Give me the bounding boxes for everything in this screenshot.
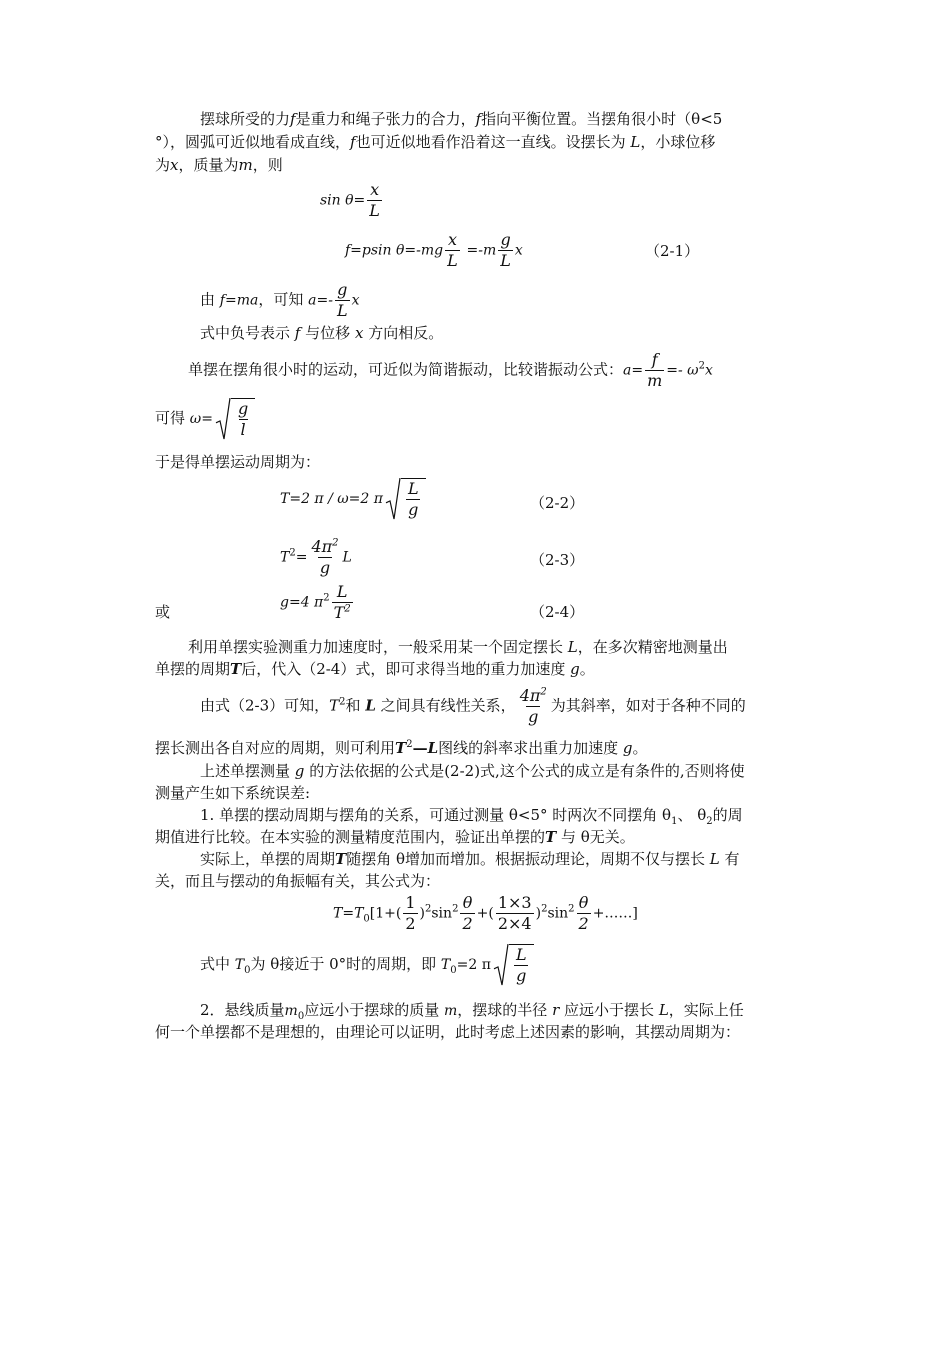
var-x: x [170, 156, 179, 174]
var-L: L [709, 850, 720, 868]
denominator: L [336, 301, 348, 320]
var-g: g [622, 739, 633, 757]
superscript: 2 [339, 696, 346, 708]
numerator: θ [462, 893, 473, 912]
text: 随摆角 θ增加而增加。根据振动理论，周期不仅与摆长 [346, 850, 705, 868]
fraction [514, 945, 529, 986]
para4-line1 [200, 760, 745, 782]
text: 应远小于摆球的质量 [304, 1001, 440, 1019]
var-m: m [444, 1003, 458, 1019]
fraction [309, 537, 340, 578]
shm-comparison [188, 350, 713, 391]
text: 的周 [712, 806, 743, 824]
text: 方向相反。 [368, 324, 444, 342]
para6-line1 [200, 848, 740, 870]
text: 摆球所受的力 [200, 110, 291, 128]
eq-lhs: T=2 π / ω=2 π [280, 491, 383, 507]
para4-line2: 测量产生如下系统误差: [155, 784, 311, 802]
var-x: x [354, 324, 364, 342]
eq-lhs: ω= [189, 411, 213, 427]
equation-number-2-4: （2-4） [530, 603, 585, 621]
fraction [577, 893, 591, 934]
text: 和 [345, 696, 361, 715]
text: 利用单摆实验测重力加速度时，一般采用某一个固定摆长 [188, 638, 564, 656]
text: 与位移 [305, 324, 351, 342]
denominator: 2 [578, 914, 589, 933]
denominator: l [240, 420, 246, 439]
text: ，在多次精密地测量出 [577, 638, 728, 656]
numerator: g [500, 230, 511, 249]
denominator: g [528, 707, 539, 726]
equation-sin-theta [320, 180, 384, 221]
subscript: 0 [363, 913, 370, 925]
eq-lhs: g=4 π [280, 594, 324, 611]
eq-lhs: T [440, 957, 451, 973]
eq-fma: f=ma [219, 292, 259, 309]
equation-acceleration [200, 280, 359, 321]
subscript: 0 [450, 965, 457, 976]
numerator: f [651, 350, 658, 369]
t0-definition [200, 944, 534, 986]
text: 式中 [200, 955, 231, 973]
text: 为其斜率，如对于各种不同的 [550, 696, 746, 715]
subscript: 2 [706, 816, 713, 827]
eq-rhs: =- ω [666, 362, 699, 379]
eq-open: [1+( [369, 905, 402, 922]
text: ，质量为 [178, 156, 239, 174]
superscript: 2 [452, 903, 459, 915]
superscript: 2 [541, 903, 548, 915]
para3-line2 [155, 737, 648, 759]
superscript: 2 [540, 686, 547, 698]
eq-lhs: a= [623, 362, 644, 379]
text: 由 [200, 290, 216, 309]
var-L: L [365, 696, 376, 715]
text: 后，代入（2-4）式，即可求得当地的重力加速度 [241, 660, 566, 678]
eq-close: ) [535, 905, 542, 922]
var-f: f [294, 324, 301, 342]
square-root [493, 944, 534, 986]
text: 实际上，单摆的周期 [200, 850, 336, 868]
text: 的方法依据的公式是(2-2)式,这个公式的成立是有条件的,否则将使 [309, 762, 745, 780]
equation-2-1 [345, 230, 523, 271]
para1-line2 [155, 131, 715, 153]
text: 1. 单摆的摆动周期与摆角的关系，可通过测量 θ<5° 时两次不同摆角 θ [200, 806, 672, 824]
para1-line3 [155, 154, 283, 176]
text: 是重力和绳子张力的合力， [295, 110, 476, 128]
para5-line2 [155, 826, 635, 848]
var-f: f [475, 110, 482, 128]
numerator: 4π [311, 537, 333, 556]
text: 为 [155, 156, 171, 174]
numerator: 1 [405, 893, 416, 912]
text: 为 θ接近于 0°时的周期，即 [250, 955, 437, 973]
var-T: T [329, 696, 340, 715]
equation-number-2-3: （2-3） [530, 551, 585, 569]
text: 。 [579, 660, 595, 678]
var-r: r [552, 1001, 560, 1019]
text: 式中负号表示 [200, 324, 291, 342]
eq-close: ) [419, 905, 425, 922]
square-root [215, 398, 255, 440]
eq-rhs: =2 π [456, 957, 491, 973]
fraction [498, 230, 513, 271]
text: 应远小于摆长 [564, 1001, 655, 1019]
eq-tail: L [342, 549, 352, 566]
para6-line2: 关，而且与摆动的角振幅有关，其公式为： [155, 872, 441, 890]
para7-line1 [200, 999, 744, 1022]
denominator: 2 [462, 914, 473, 933]
numerator: g [237, 399, 249, 418]
var-L: L [630, 133, 641, 151]
eq-tail: x [514, 242, 523, 259]
numerator: x [370, 180, 380, 199]
fraction [406, 479, 421, 520]
eq-lhs: sin θ= [320, 192, 366, 209]
para3-line1 [200, 686, 746, 727]
subscript: 0 [244, 965, 251, 976]
or-label: 或 [155, 603, 171, 621]
text: 之间具有线性关系， [380, 696, 516, 715]
superscript: 2 [332, 537, 339, 549]
var-f: f [350, 133, 356, 151]
var-T: T [335, 850, 347, 868]
denominator: L [369, 201, 380, 220]
eq-lhs: T [280, 549, 290, 566]
denominator: 2×4 [497, 914, 532, 933]
eq-mid: =-m [466, 242, 497, 259]
denominator: 2 [405, 914, 416, 933]
text: ，实际上任 [668, 1001, 744, 1019]
var-g: g [294, 762, 305, 780]
var-T: T [230, 660, 242, 678]
fraction [367, 180, 382, 221]
text: 与 θ无关。 [560, 828, 635, 846]
denominator: g [408, 500, 419, 519]
para2-line2 [155, 658, 595, 680]
fraction [335, 280, 350, 321]
superscript: 2 [323, 592, 330, 604]
numerator: L [407, 479, 419, 498]
text: ，小球位移 [640, 133, 716, 151]
var-T0: T [234, 957, 245, 973]
fraction [460, 893, 474, 934]
var-T: T [395, 739, 407, 757]
equation-2-3 [280, 537, 352, 578]
eq-tail: x [704, 362, 713, 379]
eq-sin: sin [547, 905, 569, 922]
equals: = [295, 549, 308, 566]
superscript: 2 [425, 903, 432, 915]
numerator: 4π [519, 686, 541, 705]
text: 有 [724, 850, 740, 868]
text: 指向平衡位置。当摆角很小时（θ<5 [481, 110, 723, 128]
eq-plus: +( [476, 905, 494, 922]
text: 图线的斜率求出重力加速度 [438, 739, 619, 757]
text: ，摆球的半径 [457, 1001, 548, 1019]
var-m: m [238, 156, 253, 174]
denominator: T [333, 603, 345, 622]
fraction [496, 893, 534, 934]
equation-series [333, 893, 638, 934]
text: 单摆的周期 [155, 660, 231, 678]
fraction [445, 230, 460, 271]
radical-sign [385, 478, 401, 520]
para5-line1 [200, 804, 743, 826]
numerator: 1×3 [497, 893, 532, 912]
equation-number-2-1: （2-1） [645, 242, 700, 260]
text: 上述单摆测量 [200, 762, 291, 780]
numerator: g [337, 280, 348, 299]
text: ，可知 [258, 290, 304, 309]
equation-omega [155, 398, 255, 440]
text: 2．悬线质量 [200, 1001, 285, 1019]
var-f: f [290, 110, 296, 128]
equation-2-2 [280, 478, 426, 520]
eq-lhs: f=psin θ=-mg [345, 242, 444, 259]
subscript: 1 [671, 816, 678, 827]
text: 可得 [155, 409, 186, 427]
equation-2-4 [280, 582, 355, 623]
denominator: g [319, 558, 331, 577]
eq-lhs: T=T [333, 905, 364, 922]
para2-line1 [188, 636, 728, 658]
fraction [518, 686, 549, 727]
para7-line2: 何一个单摆都不是理想的，由理论可以证明，此时考虑上述因素的影响，其摆动周期为： [155, 1023, 741, 1041]
var-g: g [570, 660, 580, 678]
dash: — [412, 739, 428, 757]
numerator: θ [578, 893, 589, 912]
numerator: L [336, 582, 348, 601]
fraction [645, 350, 664, 391]
numerator: L [515, 945, 527, 964]
text: 摆长测出各自对应的周期，则可利用 [155, 739, 396, 757]
text: 。 [632, 739, 648, 757]
subscript: 0 [297, 1011, 305, 1022]
var-L: L [567, 638, 578, 656]
superscript: 2 [289, 547, 296, 559]
denominator: L [500, 251, 511, 270]
var-L: L [427, 739, 439, 757]
square-root [385, 478, 426, 520]
var-T: T [545, 828, 557, 846]
fraction [403, 893, 417, 934]
var-m0: m [284, 1003, 298, 1019]
text: 、 θ [677, 806, 707, 824]
eq-end: +……] [592, 905, 638, 922]
note-sign [200, 322, 443, 344]
period-intro: 于是得单摆运动周期为： [155, 453, 321, 471]
fraction [332, 582, 353, 623]
denominator: m [647, 371, 663, 390]
radical-sign [493, 944, 509, 986]
fraction [236, 399, 250, 440]
eq-sin: sin [431, 905, 453, 922]
equation-number-2-2: （2-2） [530, 494, 585, 512]
var-L: L [658, 1001, 669, 1019]
superscript: 2 [698, 360, 705, 372]
numerator: x [447, 230, 457, 249]
text: 由式（2-3）可知， [200, 696, 330, 715]
superscript: 2 [406, 739, 413, 750]
text: °），圆弧可近似地看成直线， [155, 133, 351, 151]
denominator: g [516, 966, 527, 985]
text: 单摆在摆角很小时的运动，可近似为简谐振动，比较谐振动公式： [188, 360, 624, 379]
text: ，则 [252, 156, 283, 174]
text: 也可近似地看作沿着这一直线。设摆长为 [355, 133, 626, 151]
radical-sign [215, 398, 231, 440]
superscript: 2 [568, 903, 575, 915]
denominator: L [447, 251, 458, 270]
para1-line1 [200, 108, 722, 130]
text: 期值进行比较。在本实验的测量精度范围内，验证出单摆的 [155, 828, 546, 846]
superscript: 2 [344, 603, 351, 615]
eq-lhs: a=- [308, 292, 333, 309]
eq-tail: x [351, 292, 360, 309]
